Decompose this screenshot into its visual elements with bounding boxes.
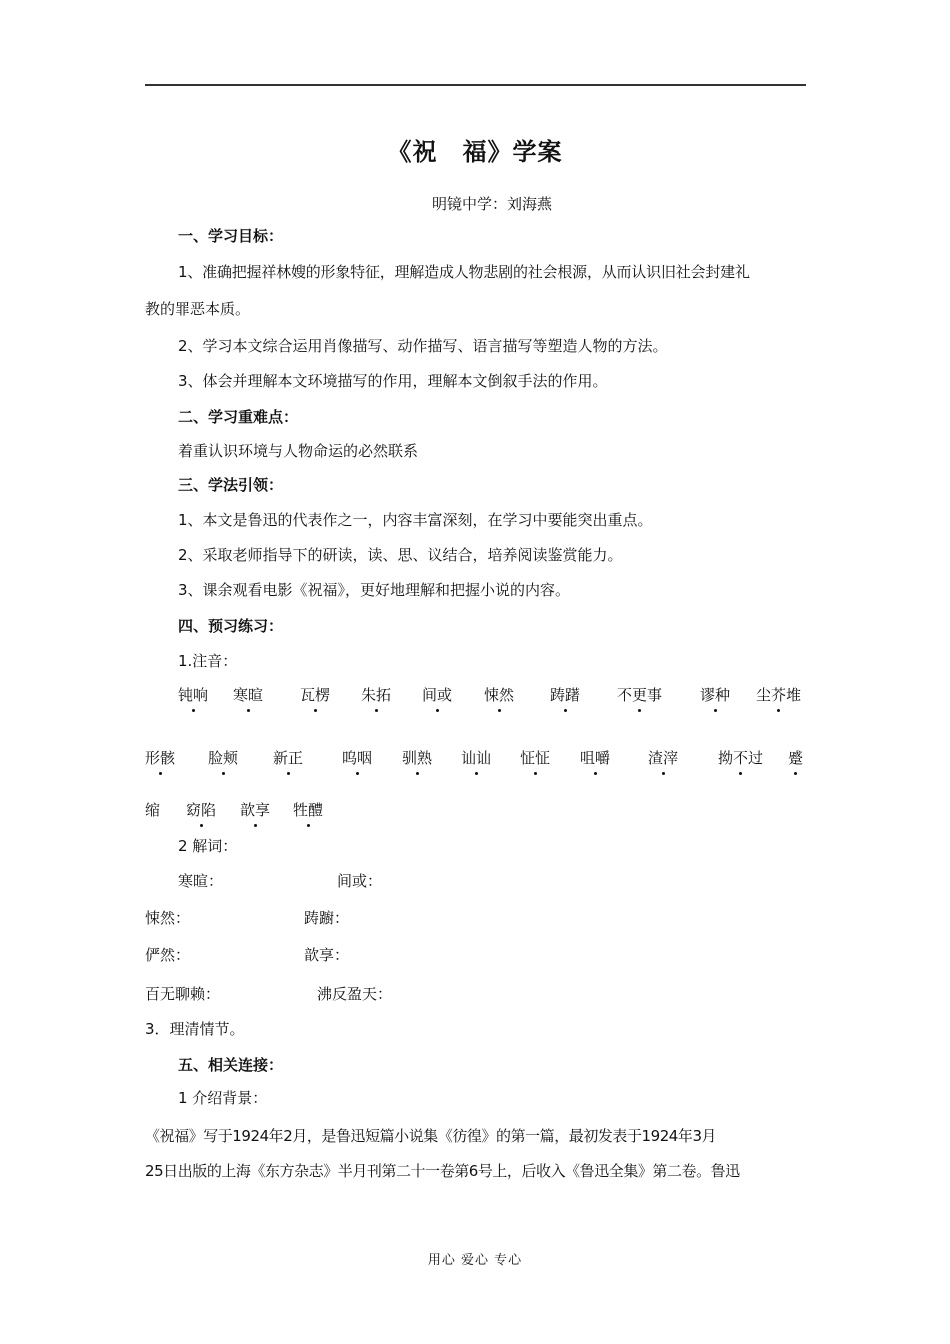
author-line: 明镜中学：刘海燕 [431, 195, 552, 213]
pinyin-word [361, 685, 391, 705]
word-char: 驯熟 [402, 749, 433, 767]
word-char: 脸颊 [208, 749, 239, 767]
section-2-heading: 二、学习重难点： [178, 408, 299, 426]
method-2: 2、采取老师指导下的研读，读、思、议结合，培养阅读鉴赏能力。 [178, 546, 623, 564]
pinyin-word [550, 685, 580, 705]
word-char: 咀嚼 [580, 749, 611, 767]
vocab-chouchu: 踌躕： [304, 909, 350, 927]
vocab-xinxiang: 歆享： [304, 946, 350, 964]
pinyin-word [788, 748, 803, 768]
method-1: 1、本文是鲁迅的代表作之一，内容丰富深刻，在学习中要能突出重点。 [178, 511, 653, 529]
word-char: 谬种 [700, 686, 731, 704]
page-title: 《祝 福》学案 [387, 138, 563, 166]
word-char: 歆享 [240, 801, 271, 819]
pinyin-subheading: 1.注音： [178, 652, 238, 670]
word-char: 悚然 [484, 686, 515, 704]
word-char: 钝响 [178, 686, 209, 704]
vocab-feifan: 沸反盈天： [317, 985, 393, 1003]
pinyin-word [617, 685, 662, 705]
word-char: 不更事 [617, 686, 663, 704]
section-1-heading: 一、学习目标： [178, 227, 284, 245]
pinyin-word [422, 685, 452, 705]
pinyin-word [240, 800, 270, 820]
background-para-line-a: 《祝福》写于1924年2月，是鲁迅短篇小说集《彷徨》的第一篇，最初发表于1924年3月 [145, 1127, 717, 1145]
goal-1-line-b: 教的罪恶本质。 [145, 300, 251, 318]
vocab-songran: 悚然： [145, 909, 191, 927]
vocab-baiwu: 百无聊赖： [145, 985, 221, 1003]
page-footer: 用心 爱心 专心 [427, 1253, 523, 1268]
word-char: 踌躇 [550, 686, 581, 704]
word-char: 瓦楞 [300, 686, 331, 704]
key-point-text: 着重认识环境与人物命运的必然联系 [178, 442, 419, 460]
pinyin-word [208, 748, 238, 768]
pinyin-word [300, 685, 330, 705]
pinyin-word [520, 748, 550, 768]
pinyin-word [273, 748, 303, 768]
method-3: 3、课余观看电影《祝福》，更好地理解和把握小说的内容。 [178, 581, 571, 599]
word-char: 呜咽 [342, 749, 373, 767]
word-char: 间或 [422, 686, 453, 704]
vocab-subheading: 2 解词： [178, 837, 238, 855]
word-char: 牲醴 [293, 801, 324, 819]
word-char: 形骸 [145, 749, 176, 767]
pinyin-word [178, 685, 208, 705]
word-char: 寒暄 [233, 686, 264, 704]
pinyin-word [461, 748, 491, 768]
word-char: 渣滓 [648, 749, 679, 767]
word-char: 窈陷 [186, 801, 217, 819]
pinyin-word [233, 685, 263, 705]
word-char: 尘芥堆 [756, 686, 802, 704]
pinyin-word [186, 800, 216, 820]
word-char: 讪讪 [461, 749, 492, 767]
vocab-hanxuan: 寒暄： [178, 872, 224, 890]
vocab-yanran: 俨然： [145, 946, 191, 964]
word-char: 拗不过 [718, 749, 764, 767]
pinyin-word [342, 748, 372, 768]
word-char: 朱拓 [361, 686, 392, 704]
goal-2: 2、学习本文综合运用肖像描写、动作描写、语言描写等塑造人物的方法。 [178, 337, 668, 355]
header-rule [145, 84, 806, 86]
pinyin-word [402, 748, 432, 768]
word-char: 蹙 [788, 749, 804, 767]
section-3-heading: 三、学法引领： [178, 476, 284, 494]
section-4-heading: 四、预习练习： [178, 617, 284, 635]
pinyin-word [145, 800, 160, 820]
pinyin-word [700, 685, 730, 705]
pinyin-word [580, 748, 610, 768]
pinyin-word [484, 685, 514, 705]
word-char: 缩 [145, 801, 161, 819]
pinyin-word [718, 748, 763, 768]
word-char: 新正 [273, 749, 304, 767]
pinyin-word [648, 748, 678, 768]
pinyin-word [756, 685, 801, 705]
goal-3: 3、体会并理解本文环境描写的作用，理解本文倒叙手法的作用。 [178, 372, 608, 390]
background-para-line-b: 25日出版的上海《东方杂志》半月刊第二十一卷第6号上，后收入《鲁迅全集》第二卷。鲁迅 [145, 1162, 740, 1180]
vocab-jianhuo: 间或： [337, 872, 383, 890]
goal-1-line-a: 1、准确把握祥林嫂的形象特征，理解造成人物悲剧的社会根源，从而认识旧社会封建礼 [178, 263, 750, 281]
plot-subheading: 3．理清情节。 [145, 1020, 245, 1038]
section-5-heading: 五、相关连接： [178, 1056, 284, 1074]
word-char: 怔怔 [520, 749, 551, 767]
pinyin-word [145, 748, 175, 768]
pinyin-word [293, 800, 323, 820]
background-subheading: 1 介绍背景： [178, 1089, 268, 1107]
